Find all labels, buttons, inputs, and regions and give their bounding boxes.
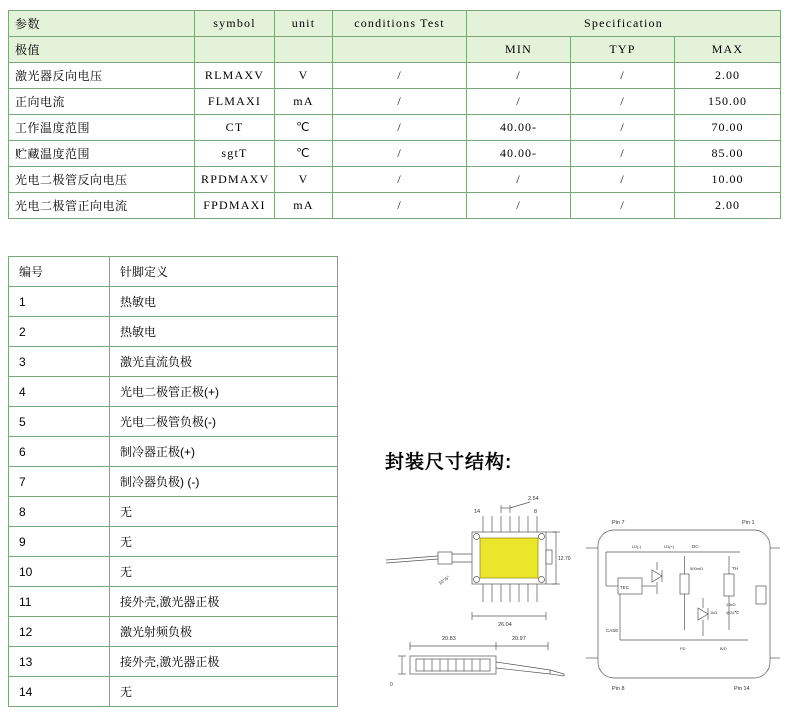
table-header-row <box>9 11 781 37</box>
table-row <box>9 141 781 167</box>
dim-length-label: 20.97 <box>512 636 526 642</box>
row-min: / <box>467 89 571 115</box>
header-param: 参数 <box>9 11 195 37</box>
row-typ: / <box>571 141 675 167</box>
pin-no: 12 <box>9 617 110 647</box>
row-symbol: RPDMAXV <box>195 167 275 193</box>
subheader-blank-unit <box>275 37 333 63</box>
pin-definition: 无 <box>110 527 338 557</box>
dim-depth-label: 20.83 <box>442 636 456 642</box>
package-drawing-svg <box>380 490 780 715</box>
pin-8-label: 8 <box>534 509 538 515</box>
tec-label: TEC <box>620 585 629 590</box>
pin-no: 14 <box>9 677 110 707</box>
header-pin-no: 编号 <box>9 257 110 287</box>
pin-no: 4 <box>9 377 110 407</box>
dim-2-54-label: 2.54 <box>528 496 539 502</box>
row-symbol: sgtT <box>195 141 275 167</box>
row-unit: V <box>275 63 333 89</box>
pin-definition-table <box>8 256 338 707</box>
row-conditions: / <box>333 63 467 89</box>
table-row <box>9 63 781 89</box>
pin-definition: 热敏电 <box>110 287 338 317</box>
table-row <box>9 317 338 347</box>
header-specification: Specification <box>467 11 781 37</box>
header-pin-definition: 针脚定义 <box>110 257 338 287</box>
subheader-limit: 极值 <box>9 37 195 63</box>
header-conditions: conditions Test <box>333 11 467 37</box>
row-param: 光电二极管正向电流 <box>9 193 195 219</box>
row-min: / <box>467 193 571 219</box>
row-max: 70.00 <box>675 115 781 141</box>
pin-14-schematic-label: Pin 14 <box>734 686 750 692</box>
pin-definition: 接外壳,激光器正极 <box>110 647 338 677</box>
row-max: 10.00 <box>675 167 781 193</box>
table-row <box>9 287 338 317</box>
row-unit: ℃ <box>275 141 333 167</box>
table-row <box>9 647 338 677</box>
table-row <box>9 617 338 647</box>
row-conditions: / <box>333 167 467 193</box>
table-row <box>9 89 781 115</box>
table-row <box>9 467 338 497</box>
pin-definition: 热敏电 <box>110 317 338 347</box>
row-unit: ℃ <box>275 115 333 141</box>
pin-no: 2 <box>9 317 110 347</box>
r-10k-label: 10kΩ <box>726 602 736 607</box>
pin-definition: 制冷器负极) (-) <box>110 467 338 497</box>
table-row <box>9 587 338 617</box>
pd-label: PD <box>680 646 686 651</box>
row-max: 2.00 <box>675 63 781 89</box>
pin-definition: 光电二极管负极(-) <box>110 407 338 437</box>
row-unit: mA <box>275 193 333 219</box>
subheader-max: MAX <box>675 37 781 63</box>
pin-7-label: Pin 7 <box>612 520 625 526</box>
row-conditions: / <box>333 115 467 141</box>
pin-no: 11 <box>9 587 110 617</box>
r-500m-label: 500mΩ <box>690 566 703 571</box>
dc-label: DC- <box>692 544 700 549</box>
table-row <box>9 377 338 407</box>
table-row <box>9 347 338 377</box>
row-symbol: FLMAXI <box>195 89 275 115</box>
row-min: / <box>467 167 571 193</box>
pin-no: 3 <box>9 347 110 377</box>
subheader-blank-conditions <box>333 37 467 63</box>
table-subheader-row <box>9 37 781 63</box>
table-row <box>9 677 338 707</box>
pin-definition: 光电二极管正极(+) <box>110 377 338 407</box>
bd-label: B/D <box>720 646 727 651</box>
row-typ: / <box>571 63 675 89</box>
row-param: 正向电流 <box>9 89 195 115</box>
pin-definition: 接外壳,激光器正极 <box>110 587 338 617</box>
pin-14-label: 14 <box>474 509 481 515</box>
row-unit: mA <box>275 89 333 115</box>
ld-minus-label: LD(-) <box>632 544 642 549</box>
pin-8-schematic-label: Pin 8 <box>612 686 625 692</box>
row-unit: V <box>275 167 333 193</box>
table-row <box>9 407 338 437</box>
table-row <box>9 557 338 587</box>
pin-no: 6 <box>9 437 110 467</box>
package-figure <box>380 490 780 715</box>
table-row <box>9 167 781 193</box>
header-symbol: symbol <box>195 11 275 37</box>
row-param: 工作温度范围 <box>9 115 195 141</box>
row-typ: / <box>571 89 675 115</box>
subheader-min: MIN <box>467 37 571 63</box>
row-typ: / <box>571 167 675 193</box>
row-min: 40.00- <box>467 115 571 141</box>
row-param: 激光器反向电压 <box>9 63 195 89</box>
table-row <box>9 497 338 527</box>
th-label: TH <box>732 566 738 571</box>
table-header-row <box>9 257 338 287</box>
pin-no: 7 <box>9 467 110 497</box>
temp-label: @25℃ <box>726 610 740 615</box>
row-max: 85.00 <box>675 141 781 167</box>
side-dim-label: 0 <box>390 682 393 688</box>
pin-no: 13 <box>9 647 110 677</box>
pin-1-label: Pin 1 <box>742 520 755 526</box>
pin-definition: 制冷器正极(+) <box>110 437 338 467</box>
row-typ: / <box>571 115 675 141</box>
r-1k-label: 1kΩ <box>710 610 718 615</box>
header-unit: unit <box>275 11 333 37</box>
row-param: 贮藏温度范围 <box>9 141 195 167</box>
pin-no: 5 <box>9 407 110 437</box>
pin-definition: 无 <box>110 677 338 707</box>
pin-definition: 无 <box>110 557 338 587</box>
pin-no: 10 <box>9 557 110 587</box>
figure-title: 封装尺寸结构: <box>385 452 513 473</box>
angle-label: 10°/5° <box>437 574 451 586</box>
pin-definition: 无 <box>110 497 338 527</box>
row-max: 2.00 <box>675 193 781 219</box>
subheader-blank-symbol <box>195 37 275 63</box>
dim-width-label: 26.04 <box>498 622 512 628</box>
pin-no: 8 <box>9 497 110 527</box>
table-row <box>9 115 781 141</box>
table-row <box>9 527 338 557</box>
row-min: 40.00- <box>467 141 571 167</box>
pin-no: 9 <box>9 527 110 557</box>
row-symbol: RLMAXV <box>195 63 275 89</box>
specification-table <box>8 10 781 219</box>
row-symbol: CT <box>195 115 275 141</box>
row-min: / <box>467 63 571 89</box>
dim-height-label: 12.70 <box>558 556 571 562</box>
row-param: 光电二极管反向电压 <box>9 167 195 193</box>
ld-plus-label: LD(+) <box>664 544 675 549</box>
table-row <box>9 193 781 219</box>
row-conditions: / <box>333 193 467 219</box>
subheader-typ: TYP <box>571 37 675 63</box>
pin-definition: 激光直流负极 <box>110 347 338 377</box>
row-conditions: / <box>333 89 467 115</box>
pin-definition: 激光射频负极 <box>110 617 338 647</box>
pin-no: 1 <box>9 287 110 317</box>
row-conditions: / <box>333 141 467 167</box>
case-label: CASE <box>606 628 619 633</box>
row-typ: / <box>571 193 675 219</box>
row-symbol: FPDMAXI <box>195 193 275 219</box>
row-max: 150.00 <box>675 89 781 115</box>
table-row <box>9 437 338 467</box>
